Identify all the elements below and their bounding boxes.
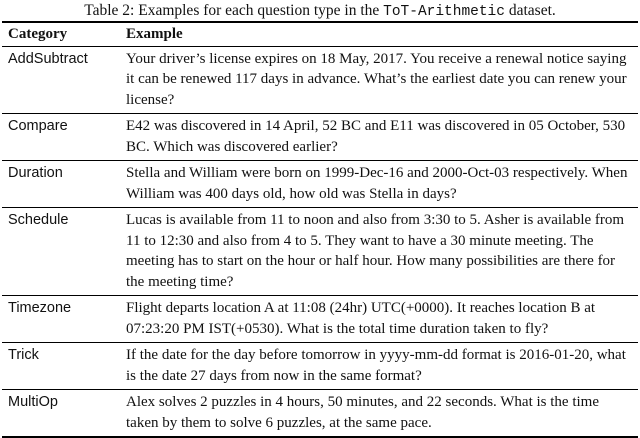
category-cell: AddSubtract <box>2 46 120 114</box>
category-cell: MultiOp <box>2 390 120 438</box>
example-cell: E42 was discovered in 14 April, 52 BC and E11 was discovered in 05 October, 530 BC. Which was discovered earlier? <box>120 114 638 161</box>
table-body <box>2 46 638 437</box>
category-cell: Compare <box>2 114 120 161</box>
table-caption <box>0 2 640 22</box>
caption-prefix: Table 2: Examples for each question type in the <box>84 2 384 19</box>
table-row <box>2 114 638 161</box>
table-row <box>2 296 638 343</box>
header-example: Example <box>120 22 638 46</box>
category-cell: Duration <box>2 161 120 208</box>
table-row <box>2 46 638 114</box>
header-category: Category <box>2 22 120 46</box>
examples-table <box>2 21 638 438</box>
example-cell: Stella and William were born on 1999-Dec-16 and 2000-Oct-03 respectively. When William was 400 days old, how old was Stella in days? <box>120 161 638 208</box>
example-cell: Your driver’s license expires on 18 May, 2017. You receive a renewal notice saying it can be renewed 117 days in advance. What’s the earliest date you can renew your license? <box>120 46 638 114</box>
table-row <box>2 390 638 438</box>
example-cell: Lucas is available from 11 to noon and also from 3:30 to 5. Asher is available from 11 to 12:30 and also from 4 to 5. They want to have a 30 minute meeting. The meeting has to start on the hour or half hour. How many possibilities are there for the meeting time? <box>120 208 638 296</box>
example-cell: If the date for the day before tomorrow in yyyy-mm-dd format is 2016-01-20, what is the date 27 days from now in the same format? <box>120 343 638 390</box>
example-cell: Alex solves 2 puzzles in 4 hours, 50 minutes, and 22 seconds. What is the time taken by them to solve 6 puzzles, at the same pace. <box>120 390 638 438</box>
header-row <box>2 22 638 46</box>
category-cell: Trick <box>2 343 120 390</box>
category-cell: Schedule <box>2 208 120 296</box>
table-header <box>2 22 638 46</box>
example-cell: Flight departs location A at 11:08 (24hr) UTC(+0000). It reaches location B at 07:23:20 PM IST(+0530). What is the total time duration taken to fly? <box>120 296 638 343</box>
table-row <box>2 343 638 390</box>
table-row <box>2 161 638 208</box>
caption-suffix: dataset. <box>504 2 556 19</box>
table-row <box>2 208 638 296</box>
category-cell: Timezone <box>2 296 120 343</box>
caption-dataset-name: ToT-Arithmetic <box>383 4 505 20</box>
